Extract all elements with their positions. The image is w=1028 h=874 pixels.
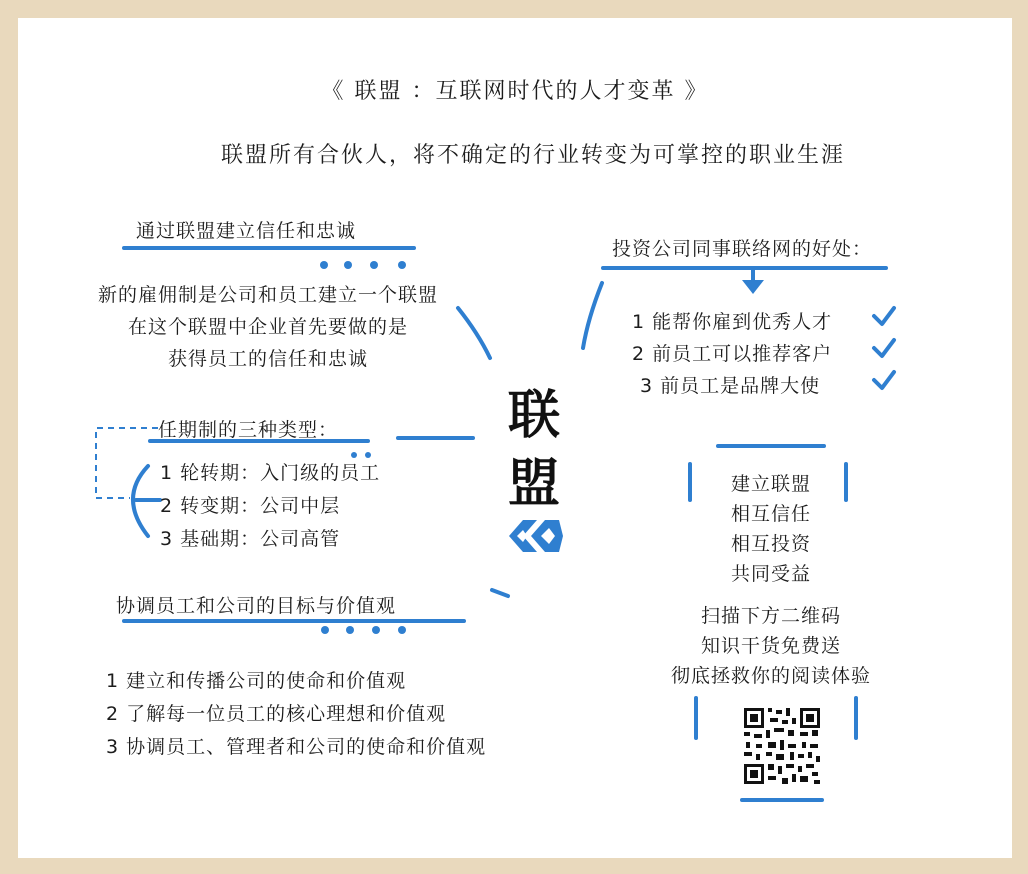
network-item: 2 前员工可以推荐客户 (632, 343, 833, 365)
trust-heading: 通过联盟建立信任和忠诚 (136, 220, 357, 242)
goals-item: 2 了解每一位员工的核心理想和价值观 (106, 703, 447, 725)
goals-item: 1 建立和传播公司的使命和价值观 (106, 670, 407, 692)
subtitle: 联盟所有合伙人，将不确定的行业转变为可掌控的职业生涯 (220, 143, 845, 168)
goals-heading: 协调员工和公司的目标与价值观 (116, 595, 397, 617)
promo-line: 扫描下方二维码 (700, 605, 841, 627)
network-item: 1 能帮你雇到优秀人才 (632, 311, 833, 333)
alliance-line: 共同受益 (730, 563, 811, 585)
logo-icon (505, 516, 567, 556)
mind-map-card (18, 18, 1012, 858)
alliance-line: 建立联盟 (730, 473, 811, 495)
tenure-item: 2 转变期：公司中层 (160, 495, 341, 517)
alliance-line: 相互投资 (730, 533, 811, 555)
promo-line: 彻底拯救你的阅读体验 (670, 665, 871, 687)
tenure-heading: 任期制的三种类型： (158, 419, 339, 441)
goals-item: 3 协调员工、管理者和公司的使命和价值观 (106, 736, 487, 758)
alliance-line: 相互信任 (730, 503, 811, 525)
tenure-item: 1 轮转期：入门级的员工 (160, 462, 381, 484)
network-heading: 投资公司同事联络网的好处： (612, 238, 873, 260)
center-char-1: 联 (508, 385, 561, 446)
book-title: 《 联盟 ：互联网时代的人才变革 》 (321, 79, 709, 104)
qr-code (742, 706, 822, 786)
trust-line: 在这个联盟中企业首先要做的是 (127, 316, 408, 338)
tenure-item: 3 基础期：公司高管 (160, 528, 341, 550)
trust-line: 获得员工的信任和忠诚 (167, 348, 368, 370)
promo-line: 知识干货免费送 (700, 635, 841, 657)
center-char-2: 盟 (508, 453, 561, 514)
trust-line: 新的雇佣制是公司和员工建立一个联盟 (97, 284, 438, 306)
network-item: 3 前员工是品牌大使 (640, 375, 821, 397)
